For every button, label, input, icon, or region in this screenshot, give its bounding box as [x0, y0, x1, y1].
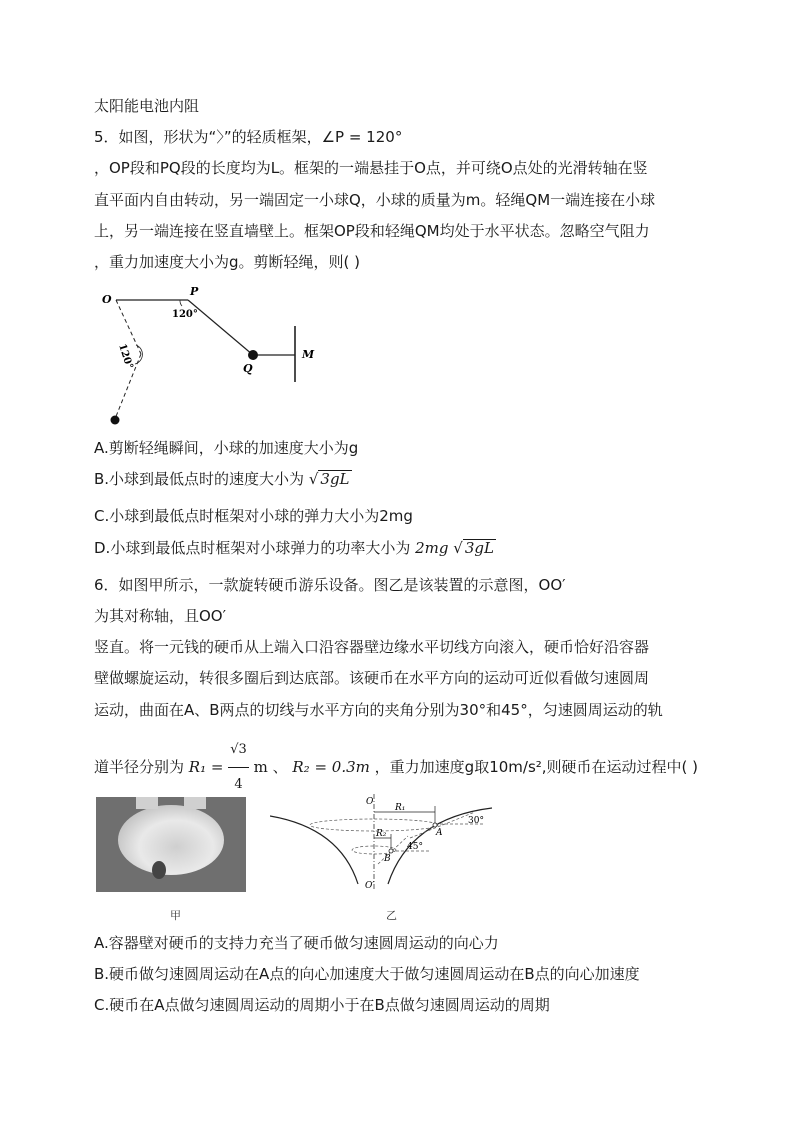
frame-diagram — [96, 282, 326, 432]
option-b: B.小球到最低点时的速度大小为 √ 3gL — [94, 470, 350, 488]
point-a — [433, 823, 437, 827]
q6-option-a: A.容器壁对硬币的支持力充当了硬币做匀速圆周运动的向心力 — [94, 934, 499, 952]
label-q: Q — [243, 362, 253, 375]
label-o-prime: O′ — [365, 881, 375, 891]
label-p: P — [190, 285, 199, 298]
label-angle-30: 30° — [468, 816, 484, 826]
option-d-pre: 2mg — [415, 539, 449, 557]
label-o: O — [102, 293, 112, 306]
text-line: 直平面内自由转动，另一端固定一小球Q，小球的质量为m。轻绳QM一端连接在小球 — [94, 191, 656, 209]
q6-option-b: B.硬币做匀速圆周运动在A点的向心加速度大于做匀速圆周运动在B点的向心加速度 — [94, 965, 640, 983]
r1-fraction: $\frac{√3}{4}$ — [228, 733, 249, 802]
point-b — [389, 849, 393, 853]
coin-funnel-schematic — [270, 794, 500, 894]
ball-lowest — [111, 416, 120, 425]
question-6-stem: 6．如图甲所示，一款旋转硬币游乐设备。图乙是该装置的示意图，OO′ — [94, 576, 566, 594]
text-line: 道半径分别为 — [94, 758, 185, 776]
question-5-stem: 5．如图，形状为“〉”的轻质框架，∠P = 120° — [94, 128, 403, 146]
r1-unit: m — [253, 758, 268, 776]
label-r2: R₂ — [376, 829, 387, 839]
label-a: A — [436, 828, 443, 838]
label-m: M — [302, 348, 315, 361]
caption-yi: 乙 — [386, 909, 397, 922]
text-line: ，OP段和PQ段的长度均为L。框架的一端悬挂于O点，并可绕O点处的光滑转轴在竖 — [94, 159, 648, 177]
option-d-expr: 3gL — [464, 539, 494, 557]
label-angle-side: 120° — [116, 342, 135, 371]
text-line: 上，另一端连接在竖直墙壁上。框架OP段和轻绳QM均处于水平状态。忽略空气阻力 — [94, 222, 650, 240]
option-a: A.剪断轻绳瞬间，小球的加速度大小为g — [94, 439, 359, 457]
label-angle-p: 120° — [172, 309, 198, 320]
coin-device-photo — [96, 797, 246, 892]
text-line: 太阳能电池内阻 — [94, 97, 200, 115]
radius-line — [94, 733, 698, 802]
label-o-top: O — [366, 797, 374, 807]
caption-jia: 甲 — [170, 909, 181, 922]
text-line: ，重力加速度大小为g。剪断轻绳，则( ) — [94, 253, 360, 271]
ball-q — [248, 350, 258, 360]
text-line: 为其对称轴，且OO′ — [94, 607, 227, 625]
option-d-text: D.小球到最低点时框架对小球弹力的功率大小为 — [94, 539, 411, 557]
separator: 、 — [272, 758, 288, 776]
r2-value: R₂ = 0.3m — [292, 758, 370, 776]
text-line: 运动，曲面在A、B两点的切线与水平方向的夹角分别为30°和45°，匀速圆周运动的轨 — [94, 701, 663, 719]
label-angle-45: 45° — [407, 842, 423, 852]
option-b-expr: 3gL — [320, 470, 350, 488]
label-b: B — [384, 854, 391, 864]
option-c: C.小球到最低点时框架对小球的弹力大小为2mg — [94, 507, 413, 525]
r1-lhs: R₁ = — [188, 758, 224, 776]
q6-option-c: C.硬币在A点做匀速圆周运动的周期小于在B点做匀速圆周运动的周期 — [94, 996, 550, 1014]
option-b-text: B.小球到最低点时的速度大小为 — [94, 470, 305, 488]
text-line: 竖直。将一元钱的硬币从上端入口沿容器壁边缘水平切线方向滚入，硬币恰好沿容器 — [94, 638, 650, 656]
label-r1: R₁ — [395, 803, 406, 813]
text-line: 壁做螺旋运动，转很多圈后到达底部。该硬币在水平方向的运动可近似看做匀速圆周 — [94, 669, 650, 687]
option-d: D.小球到最低点时框架对小球弹力的功率大小为 2mg √ 3gL — [94, 539, 494, 557]
text-line: ，重力加速度g取10m/s²,则硬币在运动过程中( ) — [374, 758, 699, 776]
